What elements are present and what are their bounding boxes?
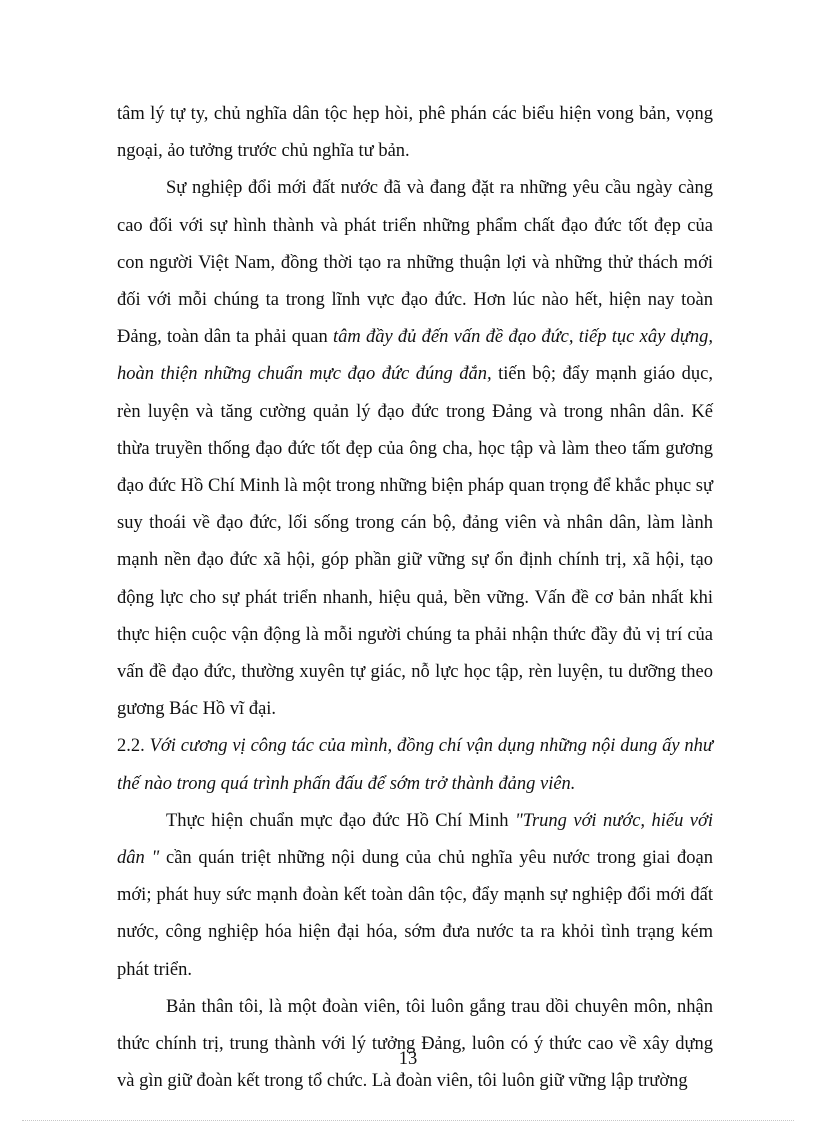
section-heading-text: Với cương vị công tác của mình, đồng chí vận dụng những nội dung ấy như thế nào trong quá trình phấn đấu để sớm trở thành đảng viên. bbox=[117, 736, 713, 794]
paragraph-4: Bản thân tôi, là một đoàn viên, tôi luôn gắng trau dồi chuyên môn, nhận thức chính trị, trung thành với lý tưởng Đảng, luôn có ý thức cao về xây dựng và gìn giữ đoàn kết trong tổ chức. Là đoàn viên, tôi luôn giữ vững lập trường bbox=[117, 996, 713, 1092]
paragraph-2-part-a: Sự nghiệp đổi mới đất nước đã và đang đặt ra những yêu cầu ngày càng cao đối với sự hình thành và phát triển những phẩm chất đạo đức tốt đẹp của con người Việt Nam, đồng thời tạo ra những thuận lợi và những thử thách mới đối với mỗi chúng ta trong lĩnh vực đạo đức. Hơn lúc nào hết, hiện nay toàn Đảng, toàn dân ta phải quan bbox=[117, 178, 713, 348]
paragraph-3 bbox=[117, 803, 713, 989]
section-number: 2.2. bbox=[117, 736, 145, 757]
section-heading bbox=[117, 728, 713, 802]
paragraph-2-part-b: tiến bộ; đẩy mạnh giáo dục, rèn luyện và tăng cường quản lý đạo đức trong Đảng và trong nhân dân. Kế thừa truyền thống đạo đức tốt đẹp của ông cha, học tập và làm theo tấm gương đạo đức Hồ Chí Minh là một trong những biện pháp quan trọng để khắc phục sự suy thoái về đạo đức, lối sống trong cán bộ, đảng viên và nhân dân, làm lành mạnh nền đạo đức xã hội, góp phần giữ vững sự ổn định chính trị, xã hội, tạo động lực cho sự phát triển nhanh, hiệu quả, bền vững. Vấn đề cơ bản nhất khi thực hiện cuộc vận động là mỗi người chúng ta phải nhận thức đầy đủ vị trí của vấn đề đạo đức, thường xuyên tự giác, nỗ lực học tập, rèn luyện, tu dưỡng theo gương Bác Hồ vĩ đại. bbox=[117, 364, 713, 720]
page-number: 13 bbox=[398, 1049, 418, 1069]
page-divider bbox=[22, 1120, 794, 1121]
paragraph-2 bbox=[117, 170, 713, 728]
paragraph-3-part-a: Thực hiện chuẩn mực đạo đức Hồ Chí Minh bbox=[166, 810, 515, 831]
paragraph-2-emphasis: tâm đầy đủ đến vấn đề đạo đức, tiếp tục xây dựng, hoàn thiện những chuẩn mực đạo đức đúng đắn, bbox=[117, 327, 713, 385]
body-text bbox=[117, 96, 713, 1100]
paragraph-3-part-b: cần quán triệt những nội dung của chủ nghĩa yêu nước trong giai đoạn mới; phát huy sức mạnh đoàn kết toàn dân tộc, đẩy mạnh sự nghiệp đổi mới đất nước, công nghiệp hóa hiện đại hóa, sớm đưa nước ta ra khỏi tình trạng kém phát triển. bbox=[117, 848, 713, 980]
paragraph-1: tâm lý tự ty, chủ nghĩa dân tộc hẹp hòi, phê phán các biểu hiện vong bản, vọng ngoại, ảo tưởng trước chủ nghĩa tư bản. bbox=[117, 104, 713, 162]
paragraph-3-quote: "Trung với nước, hiếu với dân " bbox=[117, 810, 713, 869]
